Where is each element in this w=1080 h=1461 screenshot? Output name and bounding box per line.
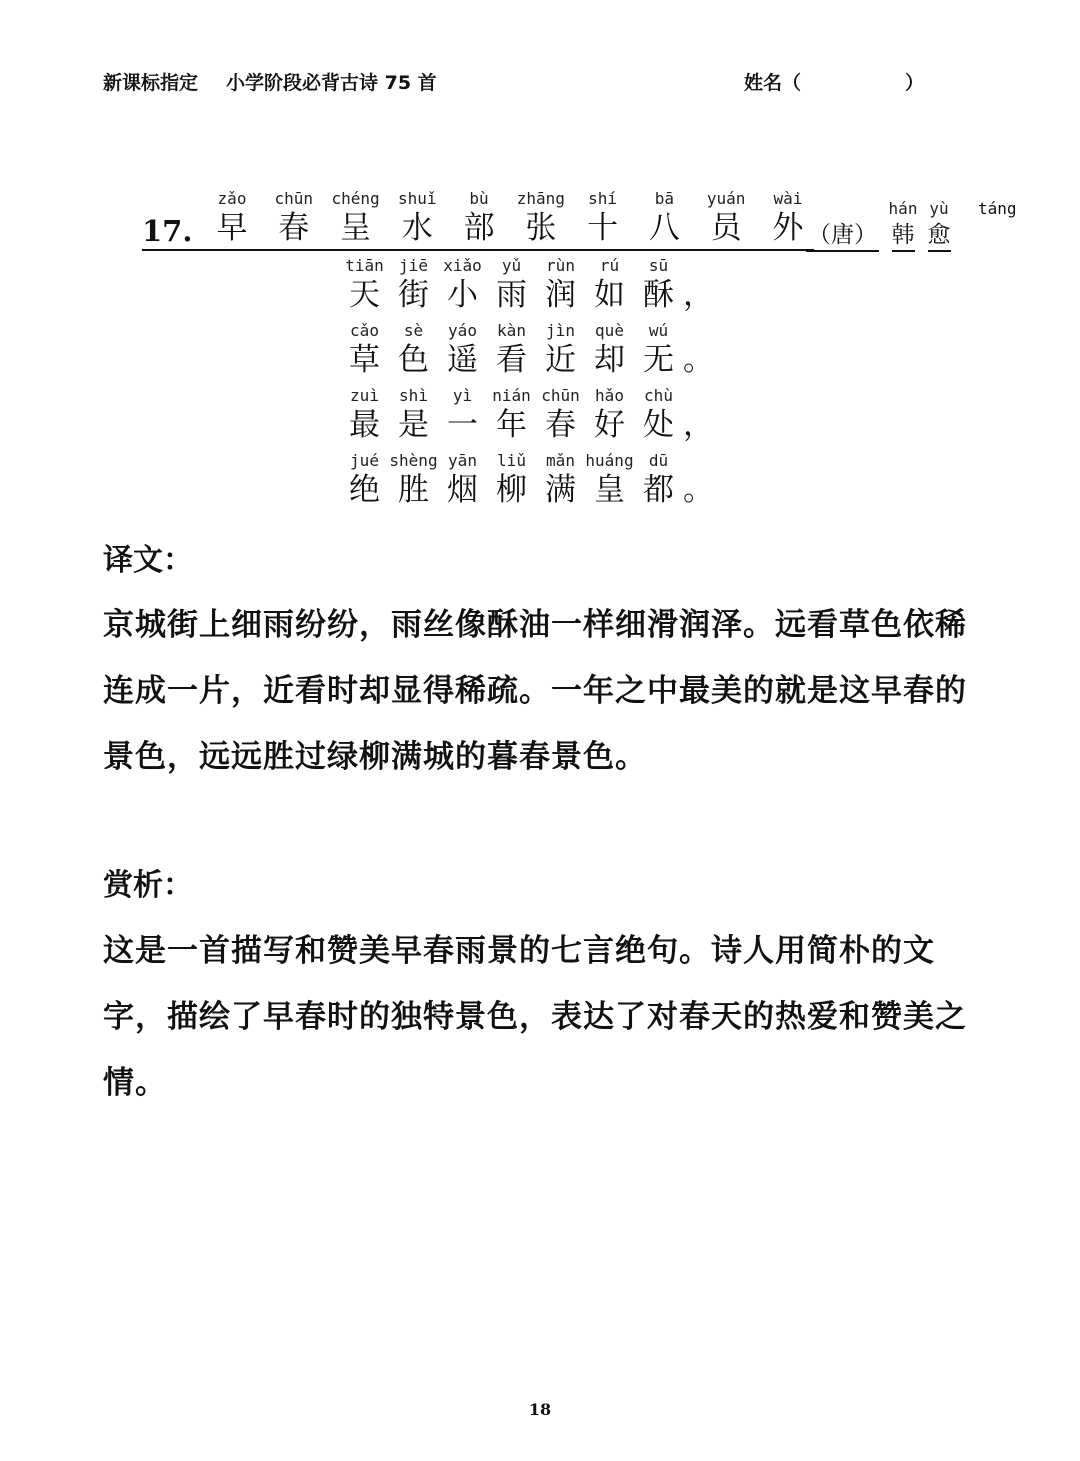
hanzi: 都 — [643, 472, 674, 508]
ruby-char — [389, 450, 438, 515]
name-label: 姓名（ — [744, 72, 802, 94]
pinyin: yuán — [706, 189, 746, 208]
pinyin: hǎo — [595, 386, 624, 405]
pinyin: nián — [492, 386, 531, 405]
pinyin: shèng — [389, 451, 438, 470]
translation-label: 译文： — [103, 543, 193, 578]
hanzi: 润 — [545, 277, 576, 313]
poem-title — [204, 188, 816, 246]
hanzi: 无 — [643, 342, 674, 378]
name-close: ） — [905, 72, 925, 94]
ruby-char — [438, 385, 487, 450]
pinyin: zhāng — [516, 189, 565, 208]
ruby-char — [438, 255, 487, 320]
hanzi: 好 — [594, 407, 625, 443]
text-line: 京城街上细雨纷纷，雨丝像酥油一样细滑润泽。远看草色依稀 — [103, 607, 967, 643]
poem-line — [340, 255, 740, 320]
pinyin: chù — [644, 386, 673, 405]
hanzi: 春 — [278, 210, 310, 246]
header-tag: 新课标指定 — [103, 72, 199, 94]
poem-line — [340, 320, 740, 385]
ruby-char — [885, 198, 921, 252]
ruby-char — [487, 450, 536, 515]
hanzi: 近 — [545, 342, 576, 378]
pinyin: shì — [399, 386, 428, 405]
pinyin: bù — [469, 189, 489, 208]
hanzi: 十 — [587, 210, 619, 246]
pinyin: rú — [599, 256, 620, 275]
ruby-char — [585, 450, 634, 515]
hanzi: 胜 — [398, 472, 429, 508]
hanzi: 春 — [545, 407, 576, 443]
text-line: 这是一首描写和赞美早春雨景的七言绝句。诗人用简朴的文 — [103, 933, 935, 969]
ruby-char — [636, 188, 692, 246]
hanzi: 最 — [349, 407, 380, 443]
punctuation: 。 — [683, 472, 714, 508]
text-line: 连成一片，近看时却显得稀疏。一年之中最美的就是这早春的 — [103, 673, 967, 709]
pinyin: jiē — [399, 256, 428, 275]
pinyin: cǎo — [350, 321, 379, 340]
hanzi: 处 — [643, 407, 674, 443]
hanzi: 绝 — [349, 472, 380, 508]
poem-title-row — [142, 188, 1017, 252]
punctuation: 。 — [683, 342, 714, 378]
ruby-char — [266, 188, 322, 246]
pinyin: zǎo — [217, 189, 247, 208]
ruby-char — [451, 188, 507, 246]
pinyin: yù — [929, 199, 949, 218]
ruby-char — [389, 188, 445, 246]
ruby-char — [536, 255, 585, 320]
dynasty-pinyin: táng — [978, 199, 1017, 218]
pinyin: kàn — [497, 321, 526, 340]
pinyin: yān — [448, 451, 477, 470]
ruby-char — [634, 450, 683, 515]
pinyin: sè — [403, 321, 424, 340]
hanzi: 满 — [545, 472, 576, 508]
ruby-char — [634, 320, 683, 385]
hanzi: 早 — [216, 210, 248, 246]
hanzi: 呈 — [340, 210, 372, 246]
page-number: 18 — [528, 1400, 552, 1419]
pinyin: yáo — [448, 321, 477, 340]
pinyin: bā — [654, 189, 674, 208]
hanzi: 员 — [710, 210, 742, 246]
ruby-char — [340, 385, 389, 450]
ruby-char — [389, 320, 438, 385]
pinyin: chéng — [331, 189, 380, 208]
ruby-char — [438, 450, 487, 515]
pinyin: shí — [588, 189, 618, 208]
ruby-char — [634, 255, 683, 320]
ruby-char — [921, 198, 957, 252]
ruby-char — [340, 255, 389, 320]
pinyin: jìn — [546, 321, 575, 340]
pinyin: hán — [888, 199, 918, 218]
author-name — [885, 198, 957, 252]
pinyin: zuì — [350, 386, 379, 405]
hanzi: 小 — [447, 277, 478, 313]
hanzi: 外 — [772, 210, 804, 246]
text-line: 字，描绘了早春时的独特景色，表达了对春天的热爱和赞美之 — [103, 999, 967, 1035]
punctuation: ， — [683, 407, 714, 443]
hanzi: 烟 — [447, 472, 478, 508]
pinyin: mǎn — [546, 451, 575, 470]
text-line: 景色，远远胜过绿柳满城的暮春景色。 — [103, 739, 647, 775]
ruby-char — [389, 385, 438, 450]
pinyin: shuǐ — [398, 189, 437, 208]
ruby-char — [536, 385, 585, 450]
hanzi: 却 — [594, 342, 625, 378]
appreciation-text — [103, 918, 983, 1116]
hanzi: 皇 — [594, 472, 625, 508]
hanzi: 部 — [463, 210, 495, 246]
worksheet-header-left — [103, 68, 437, 95]
hanzi: 张 — [525, 210, 557, 246]
hanzi: 如 — [594, 277, 625, 313]
ruby-char — [585, 385, 634, 450]
hanzi: 韩 — [892, 220, 915, 252]
poem-line — [340, 385, 740, 450]
hanzi: 愈 — [928, 220, 951, 252]
ruby-char — [536, 320, 585, 385]
pinyin: liǔ — [497, 451, 526, 470]
title-underline — [142, 249, 814, 251]
hanzi: 一 — [447, 407, 478, 443]
ruby-char — [340, 320, 389, 385]
pinyin: què — [595, 321, 624, 340]
appreciation-label: 赏析： — [103, 868, 193, 903]
pinyin: yì — [452, 386, 473, 405]
dynasty: （唐） — [806, 220, 879, 252]
hanzi: 遥 — [447, 342, 478, 378]
pinyin: rùn — [546, 256, 575, 275]
ruby-char — [575, 188, 631, 246]
ruby-char — [536, 450, 585, 515]
translation-text — [103, 592, 983, 790]
pinyin: xiǎo — [443, 256, 482, 275]
hanzi: 色 — [398, 342, 429, 378]
text-line: 情。 — [103, 1065, 167, 1101]
ruby-char — [487, 255, 536, 320]
pinyin: yǔ — [501, 256, 522, 275]
ruby-char — [634, 385, 683, 450]
pinyin: chūn — [541, 386, 580, 405]
hanzi: 天 — [349, 277, 380, 313]
hanzi: 柳 — [496, 472, 527, 508]
header-title: 小学阶段必背古诗 75 首 — [226, 72, 437, 94]
hanzi: 草 — [349, 342, 380, 378]
pinyin: wài — [773, 189, 803, 208]
ruby-char — [389, 255, 438, 320]
hanzi: 街 — [398, 277, 429, 313]
ruby-char — [438, 320, 487, 385]
hanzi: 是 — [398, 407, 429, 443]
poem-line — [340, 450, 740, 515]
pinyin: wú — [648, 321, 669, 340]
hanzi: 八 — [648, 210, 680, 246]
ruby-char — [698, 188, 754, 246]
pinyin: sū — [648, 256, 669, 275]
ruby-char — [585, 320, 634, 385]
punctuation: ， — [683, 277, 714, 313]
hanzi: 水 — [401, 210, 433, 246]
pinyin: dū — [648, 451, 669, 470]
pinyin: chūn — [274, 189, 314, 208]
ruby-char — [487, 385, 536, 450]
ruby-char — [204, 188, 260, 246]
pinyin: huáng — [585, 451, 634, 470]
pinyin: jué — [350, 451, 379, 470]
hanzi: 年 — [496, 407, 527, 443]
ruby-char — [487, 320, 536, 385]
hanzi: 看 — [496, 342, 527, 378]
author-block — [806, 198, 1017, 252]
name-field — [744, 68, 924, 95]
ruby-char — [585, 255, 634, 320]
ruby-char — [513, 188, 569, 246]
ruby-char — [340, 450, 389, 515]
pinyin: tiān — [345, 256, 384, 275]
hanzi: 雨 — [496, 277, 527, 313]
ruby-char — [328, 188, 384, 246]
poem-body — [340, 255, 740, 515]
hanzi: 酥 — [643, 277, 674, 313]
poem-number: 17. — [142, 214, 193, 248]
